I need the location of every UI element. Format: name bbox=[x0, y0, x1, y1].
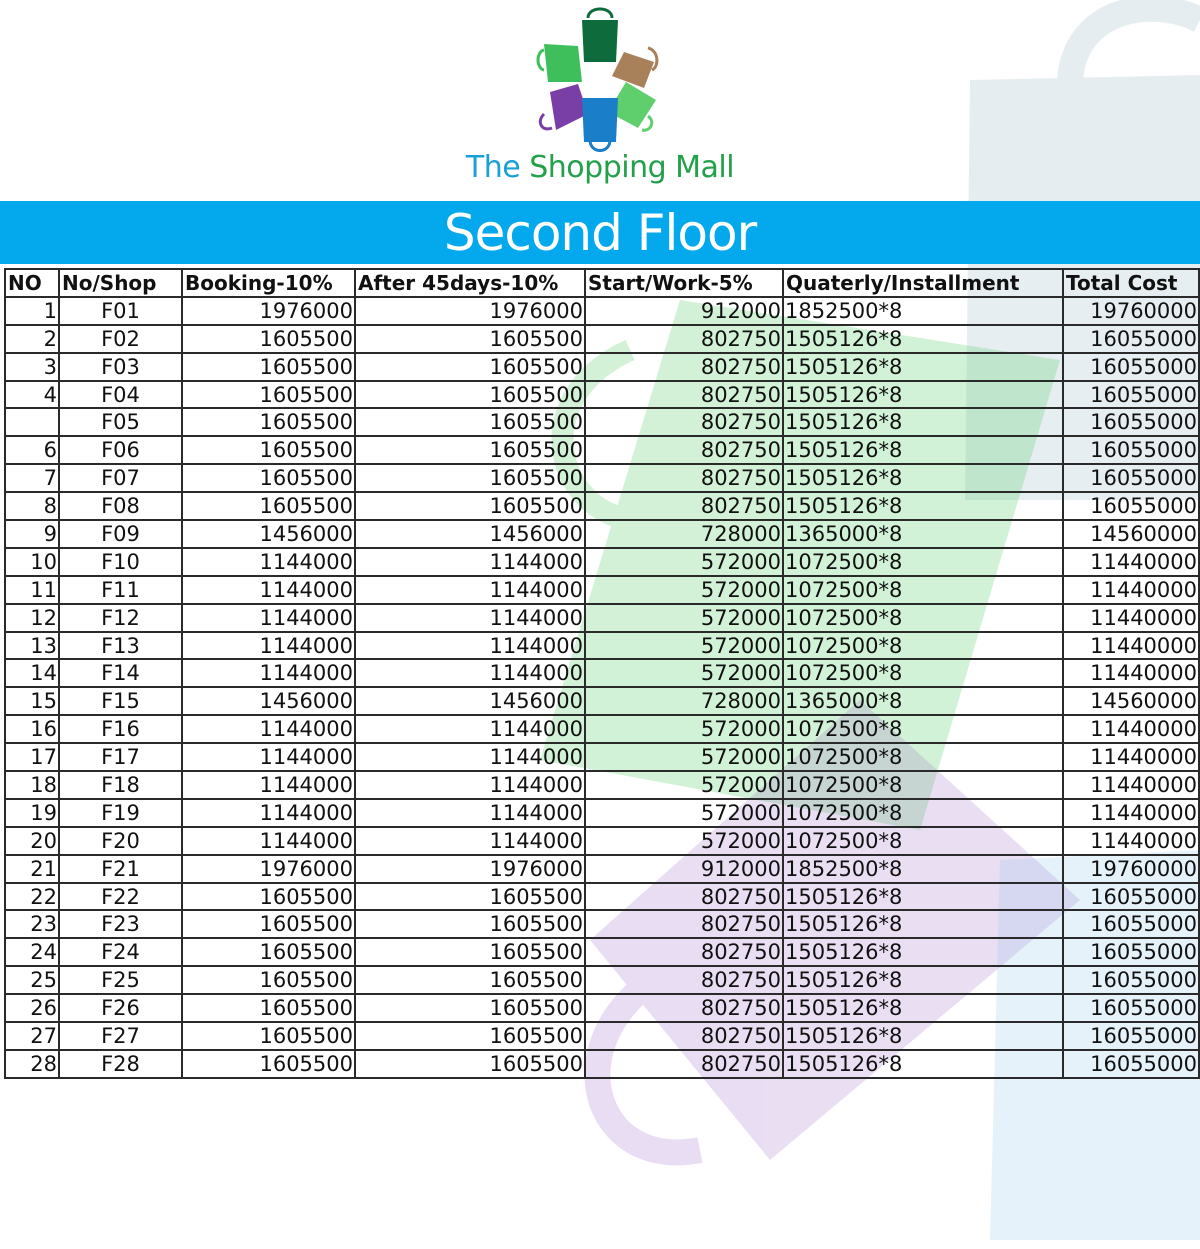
cell-shop: F25 bbox=[59, 966, 182, 994]
cell-booking: 1144000 bbox=[182, 799, 355, 827]
header-shop: No/Shop bbox=[59, 269, 182, 297]
table-row bbox=[5, 520, 1199, 548]
cell-after-45-days: 1605500 bbox=[355, 1022, 585, 1050]
cell-shop: F18 bbox=[59, 771, 182, 799]
cell-booking: 1605500 bbox=[182, 966, 355, 994]
cell-no: 10 bbox=[5, 548, 59, 576]
cell-booking: 1605500 bbox=[182, 464, 355, 492]
cell-no: 22 bbox=[5, 883, 59, 911]
cell-start-work: 572000 bbox=[585, 827, 783, 855]
cell-after-45-days: 1144000 bbox=[355, 659, 585, 687]
cell-no: 9 bbox=[5, 520, 59, 548]
cell-start-work: 572000 bbox=[585, 771, 783, 799]
cell-shop: F10 bbox=[59, 548, 182, 576]
table-row bbox=[5, 855, 1199, 883]
cell-quarterly-installment: 1072500*8 bbox=[783, 548, 1063, 576]
cell-after-45-days: 1456000 bbox=[355, 520, 585, 548]
cell-after-45-days: 1144000 bbox=[355, 743, 585, 771]
cell-no: 23 bbox=[5, 910, 59, 938]
cell-shop: F17 bbox=[59, 743, 182, 771]
cell-after-45-days: 1605500 bbox=[355, 408, 585, 436]
cell-start-work: 802750 bbox=[585, 464, 783, 492]
cell-shop: F26 bbox=[59, 994, 182, 1022]
price-table bbox=[4, 268, 1200, 1079]
cell-no: 12 bbox=[5, 604, 59, 632]
cell-quarterly-installment: 1072500*8 bbox=[783, 799, 1063, 827]
cell-no: 25 bbox=[5, 966, 59, 994]
cell-total-cost: 11440000 bbox=[1063, 548, 1199, 576]
cell-after-45-days: 1456000 bbox=[355, 687, 585, 715]
cell-quarterly-installment: 1072500*8 bbox=[783, 743, 1063, 771]
table-row bbox=[5, 381, 1199, 409]
cell-after-45-days: 1605500 bbox=[355, 966, 585, 994]
cell-no: 28 bbox=[5, 1050, 59, 1078]
cell-total-cost: 19760000 bbox=[1063, 297, 1199, 325]
cell-booking: 1605500 bbox=[182, 381, 355, 409]
cell-total-cost: 16055000 bbox=[1063, 994, 1199, 1022]
brand-name-part-2: Shopping Mall bbox=[529, 150, 735, 185]
table-row bbox=[5, 576, 1199, 604]
cell-total-cost: 11440000 bbox=[1063, 799, 1199, 827]
cell-no: 3 bbox=[5, 353, 59, 381]
cell-booking: 1144000 bbox=[182, 715, 355, 743]
table-row bbox=[5, 659, 1199, 687]
table-row bbox=[5, 687, 1199, 715]
cell-start-work: 728000 bbox=[585, 520, 783, 548]
cell-after-45-days: 1605500 bbox=[355, 910, 585, 938]
cell-after-45-days: 1144000 bbox=[355, 576, 585, 604]
cell-total-cost: 14560000 bbox=[1063, 687, 1199, 715]
cell-start-work: 802750 bbox=[585, 966, 783, 994]
shopping-mall-logo-icon bbox=[530, 6, 670, 156]
cell-after-45-days: 1605500 bbox=[355, 1050, 585, 1078]
cell-after-45-days: 1144000 bbox=[355, 604, 585, 632]
cell-quarterly-installment: 1852500*8 bbox=[783, 855, 1063, 883]
header-no: NO bbox=[5, 269, 59, 297]
cell-quarterly-installment: 1072500*8 bbox=[783, 659, 1063, 687]
cell-after-45-days: 1144000 bbox=[355, 548, 585, 576]
cell-shop: F07 bbox=[59, 464, 182, 492]
cell-after-45-days: 1605500 bbox=[355, 353, 585, 381]
cell-after-45-days: 1144000 bbox=[355, 799, 585, 827]
table-row bbox=[5, 1022, 1199, 1050]
cell-booking: 1605500 bbox=[182, 938, 355, 966]
cell-after-45-days: 1605500 bbox=[355, 464, 585, 492]
cell-no: 11 bbox=[5, 576, 59, 604]
cell-total-cost: 16055000 bbox=[1063, 436, 1199, 464]
floor-banner bbox=[0, 201, 1200, 264]
table-row bbox=[5, 715, 1199, 743]
cell-quarterly-installment: 1505126*8 bbox=[783, 1022, 1063, 1050]
cell-after-45-days: 1144000 bbox=[355, 827, 585, 855]
cell-shop: F22 bbox=[59, 883, 182, 911]
cell-start-work: 802750 bbox=[585, 938, 783, 966]
cell-booking: 1144000 bbox=[182, 548, 355, 576]
cell-shop: F06 bbox=[59, 436, 182, 464]
cell-booking: 1605500 bbox=[182, 1050, 355, 1078]
table-row bbox=[5, 799, 1199, 827]
cell-start-work: 802750 bbox=[585, 1050, 783, 1078]
cell-quarterly-installment: 1505126*8 bbox=[783, 938, 1063, 966]
table-row bbox=[5, 994, 1199, 1022]
cell-booking: 1976000 bbox=[182, 855, 355, 883]
cell-no: 2 bbox=[5, 325, 59, 353]
cell-start-work: 912000 bbox=[585, 855, 783, 883]
cell-no: 17 bbox=[5, 743, 59, 771]
cell-total-cost: 11440000 bbox=[1063, 604, 1199, 632]
cell-booking: 1605500 bbox=[182, 883, 355, 911]
cell-booking: 1605500 bbox=[182, 408, 355, 436]
cell-shop: F03 bbox=[59, 353, 182, 381]
cell-after-45-days: 1144000 bbox=[355, 632, 585, 660]
cell-after-45-days: 1605500 bbox=[355, 883, 585, 911]
cell-shop: F05 bbox=[59, 408, 182, 436]
cell-total-cost: 16055000 bbox=[1063, 883, 1199, 911]
cell-quarterly-installment: 1072500*8 bbox=[783, 604, 1063, 632]
cell-booking: 1605500 bbox=[182, 1022, 355, 1050]
cell-start-work: 802750 bbox=[585, 408, 783, 436]
cell-after-45-days: 1605500 bbox=[355, 436, 585, 464]
cell-total-cost: 16055000 bbox=[1063, 464, 1199, 492]
cell-start-work: 572000 bbox=[585, 632, 783, 660]
cell-quarterly-installment: 1365000*8 bbox=[783, 520, 1063, 548]
cell-no: 16 bbox=[5, 715, 59, 743]
table-row bbox=[5, 548, 1199, 576]
cell-booking: 1144000 bbox=[182, 632, 355, 660]
cell-quarterly-installment: 1505126*8 bbox=[783, 464, 1063, 492]
brand-name bbox=[0, 150, 1200, 185]
cell-after-45-days: 1605500 bbox=[355, 492, 585, 520]
cell-booking: 1605500 bbox=[182, 353, 355, 381]
cell-start-work: 802750 bbox=[585, 492, 783, 520]
cell-total-cost: 16055000 bbox=[1063, 1022, 1199, 1050]
cell-after-45-days: 1605500 bbox=[355, 994, 585, 1022]
table-row bbox=[5, 632, 1199, 660]
cell-quarterly-installment: 1505126*8 bbox=[783, 883, 1063, 911]
cell-no: 8 bbox=[5, 492, 59, 520]
cell-shop: F13 bbox=[59, 632, 182, 660]
cell-start-work: 912000 bbox=[585, 297, 783, 325]
cell-quarterly-installment: 1505126*8 bbox=[783, 994, 1063, 1022]
cell-booking: 1144000 bbox=[182, 743, 355, 771]
cell-start-work: 572000 bbox=[585, 604, 783, 632]
cell-start-work: 802750 bbox=[585, 1022, 783, 1050]
cell-total-cost: 14560000 bbox=[1063, 520, 1199, 548]
cell-booking: 1456000 bbox=[182, 520, 355, 548]
table-row bbox=[5, 938, 1199, 966]
cell-shop: F27 bbox=[59, 1022, 182, 1050]
cell-quarterly-installment: 1505126*8 bbox=[783, 381, 1063, 409]
cell-quarterly-installment: 1505126*8 bbox=[783, 492, 1063, 520]
cell-shop: F20 bbox=[59, 827, 182, 855]
cell-total-cost: 19760000 bbox=[1063, 855, 1199, 883]
cell-start-work: 802750 bbox=[585, 353, 783, 381]
header-after-45-days: After 45days-10% bbox=[355, 269, 585, 297]
cell-shop: F01 bbox=[59, 297, 182, 325]
cell-no: 26 bbox=[5, 994, 59, 1022]
cell-total-cost: 11440000 bbox=[1063, 659, 1199, 687]
cell-start-work: 572000 bbox=[585, 799, 783, 827]
cell-shop: F04 bbox=[59, 381, 182, 409]
cell-after-45-days: 1605500 bbox=[355, 938, 585, 966]
cell-total-cost: 11440000 bbox=[1063, 715, 1199, 743]
cell-start-work: 802750 bbox=[585, 325, 783, 353]
cell-shop: F21 bbox=[59, 855, 182, 883]
cell-no bbox=[5, 408, 59, 436]
cell-after-45-days: 1976000 bbox=[355, 855, 585, 883]
cell-quarterly-installment: 1072500*8 bbox=[783, 715, 1063, 743]
cell-total-cost: 11440000 bbox=[1063, 827, 1199, 855]
table-row bbox=[5, 743, 1199, 771]
cell-no: 1 bbox=[5, 297, 59, 325]
cell-shop: F28 bbox=[59, 1050, 182, 1078]
header-start-work: Start/Work-5% bbox=[585, 269, 783, 297]
header-booking: Booking-10% bbox=[182, 269, 355, 297]
cell-shop: F24 bbox=[59, 938, 182, 966]
table-row bbox=[5, 408, 1199, 436]
cell-no: 24 bbox=[5, 938, 59, 966]
cell-total-cost: 11440000 bbox=[1063, 771, 1199, 799]
cell-booking: 1144000 bbox=[182, 659, 355, 687]
cell-booking: 1605500 bbox=[182, 994, 355, 1022]
table-row bbox=[5, 464, 1199, 492]
table-row bbox=[5, 771, 1199, 799]
cell-start-work: 802750 bbox=[585, 994, 783, 1022]
cell-shop: F16 bbox=[59, 715, 182, 743]
brand-name-part-1: The bbox=[465, 150, 530, 185]
cell-quarterly-installment: 1505126*8 bbox=[783, 408, 1063, 436]
cell-booking: 1605500 bbox=[182, 910, 355, 938]
cell-quarterly-installment: 1505126*8 bbox=[783, 325, 1063, 353]
cell-booking: 1976000 bbox=[182, 297, 355, 325]
cell-after-45-days: 1144000 bbox=[355, 715, 585, 743]
cell-shop: F02 bbox=[59, 325, 182, 353]
cell-no: 20 bbox=[5, 827, 59, 855]
table-body bbox=[5, 297, 1199, 1078]
cell-no: 6 bbox=[5, 436, 59, 464]
table-row bbox=[5, 604, 1199, 632]
table-header-row bbox=[5, 269, 1199, 297]
cell-quarterly-installment: 1505126*8 bbox=[783, 436, 1063, 464]
cell-shop: F19 bbox=[59, 799, 182, 827]
cell-total-cost: 11440000 bbox=[1063, 632, 1199, 660]
table-row bbox=[5, 883, 1199, 911]
cell-quarterly-installment: 1072500*8 bbox=[783, 771, 1063, 799]
cell-start-work: 572000 bbox=[585, 576, 783, 604]
cell-start-work: 572000 bbox=[585, 743, 783, 771]
cell-start-work: 802750 bbox=[585, 381, 783, 409]
cell-shop: F23 bbox=[59, 910, 182, 938]
cell-total-cost: 16055000 bbox=[1063, 492, 1199, 520]
cell-booking: 1605500 bbox=[182, 436, 355, 464]
cell-total-cost: 16055000 bbox=[1063, 353, 1199, 381]
cell-total-cost: 16055000 bbox=[1063, 381, 1199, 409]
cell-after-45-days: 1144000 bbox=[355, 771, 585, 799]
table-row bbox=[5, 966, 1199, 994]
floor-title: Second Floor bbox=[443, 203, 757, 262]
cell-after-45-days: 1605500 bbox=[355, 325, 585, 353]
cell-start-work: 802750 bbox=[585, 910, 783, 938]
table-row bbox=[5, 492, 1199, 520]
cell-shop: F15 bbox=[59, 687, 182, 715]
cell-after-45-days: 1976000 bbox=[355, 297, 585, 325]
cell-no: 4 bbox=[5, 381, 59, 409]
cell-quarterly-installment: 1852500*8 bbox=[783, 297, 1063, 325]
cell-start-work: 802750 bbox=[585, 436, 783, 464]
cell-quarterly-installment: 1505126*8 bbox=[783, 1050, 1063, 1078]
cell-quarterly-installment: 1365000*8 bbox=[783, 687, 1063, 715]
cell-start-work: 572000 bbox=[585, 659, 783, 687]
cell-start-work: 802750 bbox=[585, 883, 783, 911]
cell-booking: 1605500 bbox=[182, 325, 355, 353]
cell-start-work: 572000 bbox=[585, 715, 783, 743]
cell-shop: F12 bbox=[59, 604, 182, 632]
cell-no: 21 bbox=[5, 855, 59, 883]
cell-no: 27 bbox=[5, 1022, 59, 1050]
cell-total-cost: 16055000 bbox=[1063, 966, 1199, 994]
cell-no: 15 bbox=[5, 687, 59, 715]
cell-quarterly-installment: 1072500*8 bbox=[783, 576, 1063, 604]
cell-no: 13 bbox=[5, 632, 59, 660]
cell-total-cost: 16055000 bbox=[1063, 938, 1199, 966]
cell-quarterly-installment: 1505126*8 bbox=[783, 966, 1063, 994]
cell-total-cost: 16055000 bbox=[1063, 1050, 1199, 1078]
table-row bbox=[5, 910, 1199, 938]
cell-booking: 1144000 bbox=[182, 771, 355, 799]
cell-quarterly-installment: 1072500*8 bbox=[783, 827, 1063, 855]
cell-shop: F08 bbox=[59, 492, 182, 520]
cell-after-45-days: 1605500 bbox=[355, 381, 585, 409]
cell-booking: 1456000 bbox=[182, 687, 355, 715]
cell-total-cost: 16055000 bbox=[1063, 408, 1199, 436]
header-total-cost: Total Cost bbox=[1063, 269, 1199, 297]
table-row bbox=[5, 436, 1199, 464]
cell-booking: 1144000 bbox=[182, 576, 355, 604]
cell-total-cost: 11440000 bbox=[1063, 743, 1199, 771]
cell-booking: 1605500 bbox=[182, 492, 355, 520]
cell-start-work: 572000 bbox=[585, 548, 783, 576]
cell-quarterly-installment: 1505126*8 bbox=[783, 910, 1063, 938]
cell-total-cost: 16055000 bbox=[1063, 325, 1199, 353]
table-row bbox=[5, 325, 1199, 353]
cell-shop: F14 bbox=[59, 659, 182, 687]
cell-start-work: 728000 bbox=[585, 687, 783, 715]
table-row bbox=[5, 353, 1199, 381]
table-row bbox=[5, 827, 1199, 855]
cell-total-cost: 16055000 bbox=[1063, 910, 1199, 938]
cell-quarterly-installment: 1072500*8 bbox=[783, 632, 1063, 660]
header-quarterly-installment: Quaterly/Installment bbox=[783, 269, 1063, 297]
cell-no: 14 bbox=[5, 659, 59, 687]
cell-total-cost: 11440000 bbox=[1063, 576, 1199, 604]
cell-shop: F11 bbox=[59, 576, 182, 604]
table-row bbox=[5, 297, 1199, 325]
cell-no: 7 bbox=[5, 464, 59, 492]
table-row bbox=[5, 1050, 1199, 1078]
cell-booking: 1144000 bbox=[182, 604, 355, 632]
cell-shop: F09 bbox=[59, 520, 182, 548]
cell-quarterly-installment: 1505126*8 bbox=[783, 353, 1063, 381]
cell-no: 19 bbox=[5, 799, 59, 827]
cell-booking: 1144000 bbox=[182, 827, 355, 855]
cell-no: 18 bbox=[5, 771, 59, 799]
